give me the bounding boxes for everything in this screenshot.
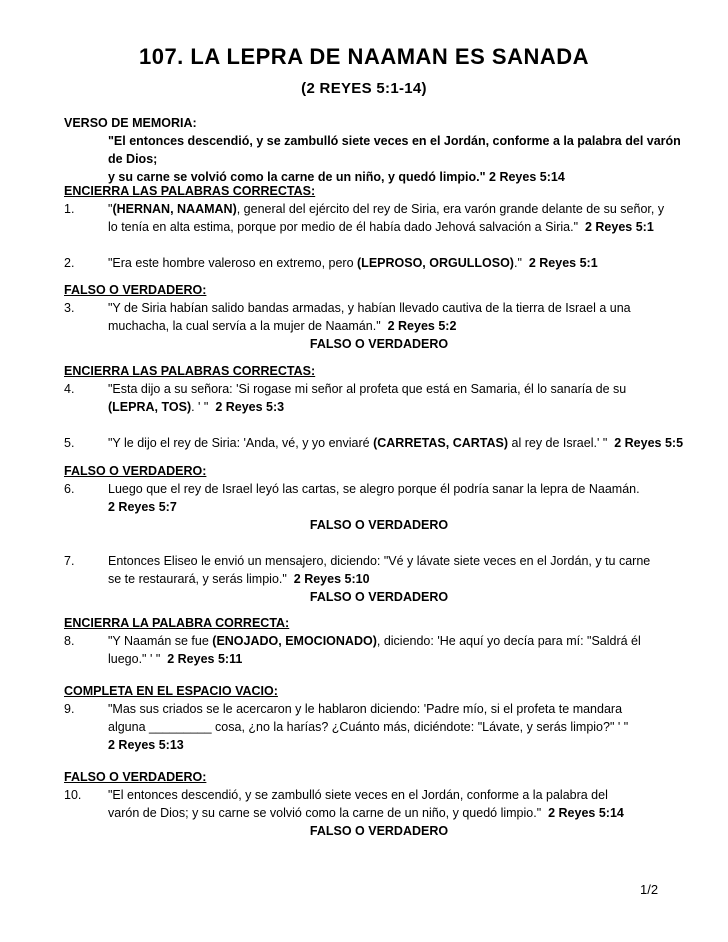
question-number: 6. [64,482,75,496]
question-number: 8. [64,634,75,648]
q1-text: , general del ejército del rey de Siria, era varón grande delante de su señor, y [236,202,665,216]
q2-text: "Era este hombre valeroso en extremo, pero [108,256,358,270]
q10-text-2: varón de Dios; y su carne se volvió como la carne de un niño, y quedó limpio." [108,806,542,820]
q8-text: "Y Naamán se fue [108,634,213,648]
section-6 [64,682,694,754]
true-false-answer: FALSO O VERDADERO [309,590,449,604]
question-4-line-2 [64,398,694,416]
question-3 [64,299,694,317]
page-subtitle: (2 REYES 5:1-14) [301,80,427,97]
q4-text-end: . ' " [191,400,209,414]
question-9-reference-line [64,736,694,754]
true-false-answer: FALSO O VERDADERO [309,518,449,532]
section-3 [64,362,694,452]
q4-choice-options: (LEPRA, TOS) [108,400,192,414]
q5-text-end: al rey de Israel.' " [508,436,608,450]
section-7-header: FALSO O VERDADERO: [64,770,207,784]
q9-text-2: alguna _________ cosa, ¿no la harías? ¿Cuánto más, diciéndote: "Lávate, y serás limpio?" ' " [108,720,629,734]
q8-text-2: luego." ' " [108,652,161,666]
q7-text: Entonces Eliseo le envió un mensajero, diciendo: "Vé y lávate siete veces en el Jordán, y tu carne [108,554,651,568]
true-false-answer: FALSO O VERDADERO [309,337,449,351]
section-6-header: COMPLETA EN EL ESPACIO VACIO: [64,684,278,698]
q4-text: "Esta dijo a su señora: 'Si rogase mi señor al profeta que está en Samaria, él lo sanaría de su [108,382,627,396]
q6-text: Luego que el rey de Israel leyó las cartas, se alegro porque él podría sanar la lepra de Naamán. [108,482,640,496]
q1-open-quote: " [108,202,113,216]
question-number: 10. [64,788,82,802]
section-7 [64,768,694,840]
question-8 [64,632,694,650]
q10-text: "El entonces descendió, y se zambulló siete veces en el Jordán, conforme a la palabra del [108,788,608,802]
q9-text: "Mas sus criados se le acercaron y le hablaron diciendo: 'Padre mío, si el profeta te mandara [108,702,623,716]
section-1-header: ENCIERRA LAS PALABRAS CORRECTAS: [64,184,316,198]
q8-text-end: , diciendo: 'He aquí yo decía para mí: "Saldrá él [376,634,641,648]
question-10 [64,786,694,804]
memory-verse-section [64,114,694,186]
question-6 [64,480,694,498]
q1-reference: 2 Reyes 5:1 [584,220,654,234]
q5-choice-options: (CARRETAS, CARTAS) [373,436,509,450]
q5-reference: 2 Reyes 5:5 [614,436,684,450]
q2-choice-options: (LEPROSO, ORGULLOSO) [357,256,514,270]
question-8-line-2 [64,650,694,668]
question-1-line-2 [64,218,694,236]
question-7 [64,552,694,570]
q6-reference: 2 Reyes 5:7 [108,500,177,514]
question-10-line-2 [64,804,694,822]
q3-reference: 2 Reyes 5:2 [387,319,457,333]
question-number: 7. [64,554,75,568]
page-title: 107. LA LEPRA DE NAAMAN ES SANADA [138,44,590,69]
q4-reference: 2 Reyes 5:3 [215,400,285,414]
question-7-line-2 [64,570,694,588]
q10-reference: 2 Reyes 5:14 [548,806,624,820]
q2-text-end: ." [513,256,522,270]
question-number: 9. [64,702,75,716]
section-3-header: ENCIERRA LAS PALABRAS CORRECTAS: [64,364,316,378]
question-5 [64,434,694,452]
q9-reference: 2 Reyes 5:13 [108,738,184,752]
q3-text-2: muchacha, la cual servía a la mujer de Naamán." [108,319,381,333]
q2-reference: 2 Reyes 5:1 [528,256,598,270]
q1-choice-options: (HERNAN, NAAMAN) [112,202,237,216]
q5-text: "Y le dijo el rey de Siria: 'Anda, vé, y yo enviaré [108,436,374,450]
section-5 [64,614,694,668]
q1-text-2: lo tenía en alta estima, porque por medio de él había dado Jehová salvación a Siria." [108,220,579,234]
section-2-header: FALSO O VERDADERO: [64,283,207,297]
section-5-header: ENCIERRA LA PALABRA CORRECTA: [64,616,290,630]
memory-verse-line-1: "El entonces descendió, y se zambulló siete veces en el Jordán, conforme a la palabra del varón de Dios; [108,134,681,166]
section-4 [64,462,694,606]
memory-verse-line-2: y su carne se volvió como la carne de un niño, y quedó limpio." 2 Reyes 5:14 [108,170,565,184]
question-number: 4. [64,382,75,396]
question-number: 1. [64,202,75,216]
question-number: 5. [64,436,75,450]
section-2 [64,281,694,353]
question-4 [64,380,694,398]
q7-reference: 2 Reyes 5:10 [293,572,370,586]
q8-reference: 2 Reyes 5:11 [167,652,243,666]
question-6-line-2 [64,498,694,516]
question-2 [64,254,694,272]
question-9 [64,700,694,718]
question-3-line-2 [64,317,694,335]
section-1 [64,182,694,272]
true-false-answer: FALSO O VERDADERO [309,824,449,838]
q3-text: "Y de Siria habían salido bandas armadas, y habían llevado cautiva de la tierra de Israel a una [108,301,631,315]
section-4-header: FALSO O VERDADERO: [64,464,207,478]
question-1 [64,200,694,218]
q7-text-2: se te restaurará, y serás limpio." [108,572,287,586]
page-number: 1/2 [640,882,659,897]
question-number: 2. [64,256,75,270]
q8-choice-options: (ENOJADO, EMOCIONADO) [212,634,377,648]
memory-verse-header: VERSO DE MEMORIA: [64,116,197,130]
question-number: 3. [64,301,75,315]
